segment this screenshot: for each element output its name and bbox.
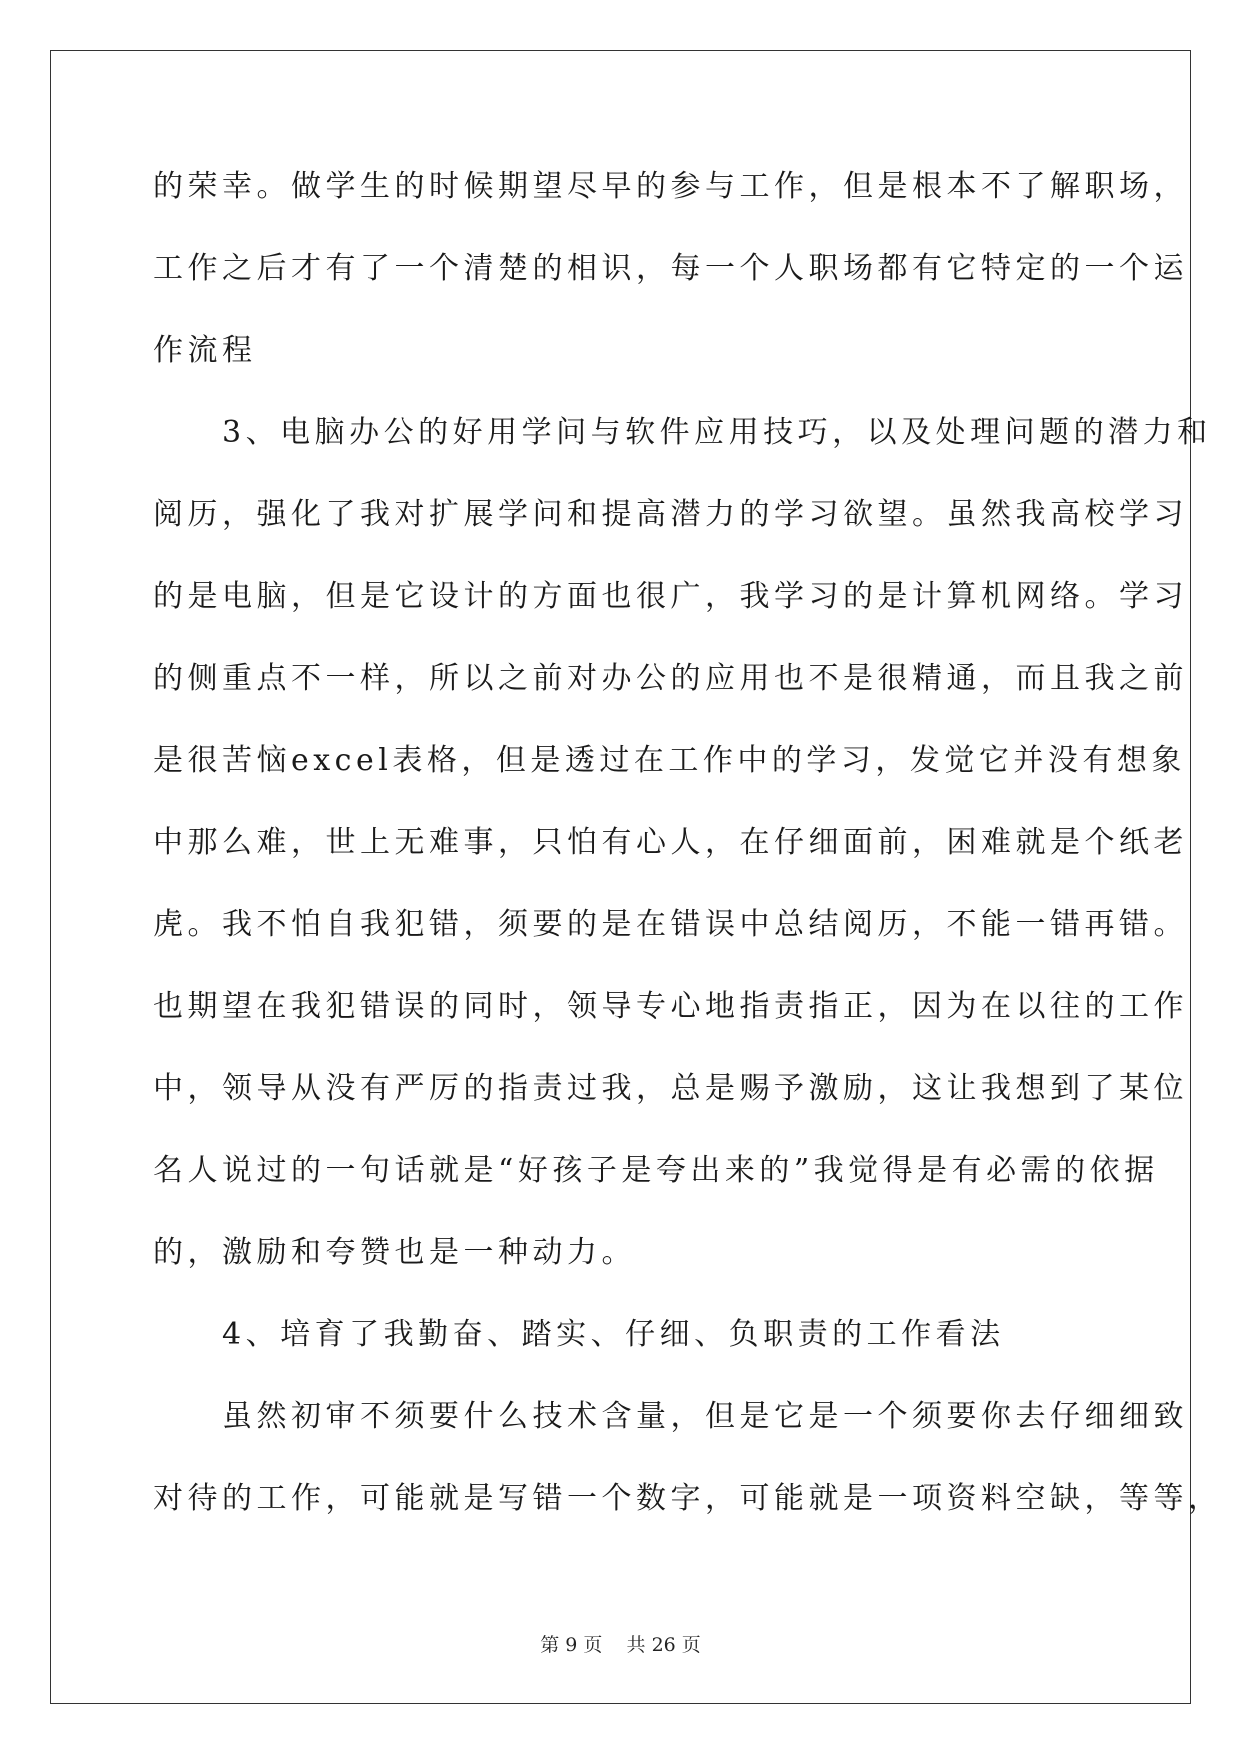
page-number-label: 第 9 页 共 26 页	[540, 1634, 701, 1656]
text-line: 虽然初审不须要什么技术含量，但是它是一个须要你去仔细细致	[153, 1399, 1188, 1434]
text-line: 的，激励和夸赞也是一种动力。	[153, 1235, 636, 1270]
text-line: 工作之后才有了一个清楚的相识，每一个人职场都有它特定的一个运	[153, 251, 1188, 286]
text-line: 也期望在我犯错误的同时，领导专心地指责指正，因为在以往的工作	[153, 989, 1188, 1024]
text-line: 对待的工作，可能就是写错一个数字，可能就是一项资料空缺，等等，	[153, 1481, 1223, 1516]
text-line: 3、电脑办公的好用学问与软件应用技巧，以及处理问题的潜力和	[153, 415, 1212, 450]
text-line: 的是电脑，但是它设计的方面也很广，我学习的是计算机网络。学习	[153, 579, 1188, 614]
text-line: 阅历，强化了我对扩展学问和提高潜力的学习欲望。虽然我高校学习	[153, 497, 1188, 532]
text-line: 4、培育了我勤奋、踏实、仔细、负职责的工作看法	[153, 1317, 1005, 1352]
page-footer	[0, 1630, 1241, 1657]
text-line: 的荣幸。做学生的时候期望尽早的参与工作，但是根本不了解职场，	[153, 169, 1188, 204]
text-line: 名人说过的一句话就是“好孩子是夸出来的”我觉得是有必需的依据	[153, 1153, 1159, 1188]
document-body	[153, 160, 1223, 1554]
text-line: 虎。我不怕自我犯错，须要的是在错误中总结阅历，不能一错再错。	[153, 907, 1188, 942]
text-line: 的侧重点不一样，所以之前对办公的应用也不是很精通，而且我之前	[153, 661, 1188, 696]
text-line: 中那么难，世上无难事，只怕有心人，在仔细面前，困难就是个纸老	[153, 825, 1188, 860]
text-line: 作流程	[153, 333, 257, 368]
text-line: 是很苦恼excel表格，但是透过在工作中的学习，发觉它并没有想象	[153, 743, 1186, 778]
text-line: 中，领导从没有严厉的指责过我，总是赐予激励，这让我想到了某位	[153, 1071, 1188, 1106]
